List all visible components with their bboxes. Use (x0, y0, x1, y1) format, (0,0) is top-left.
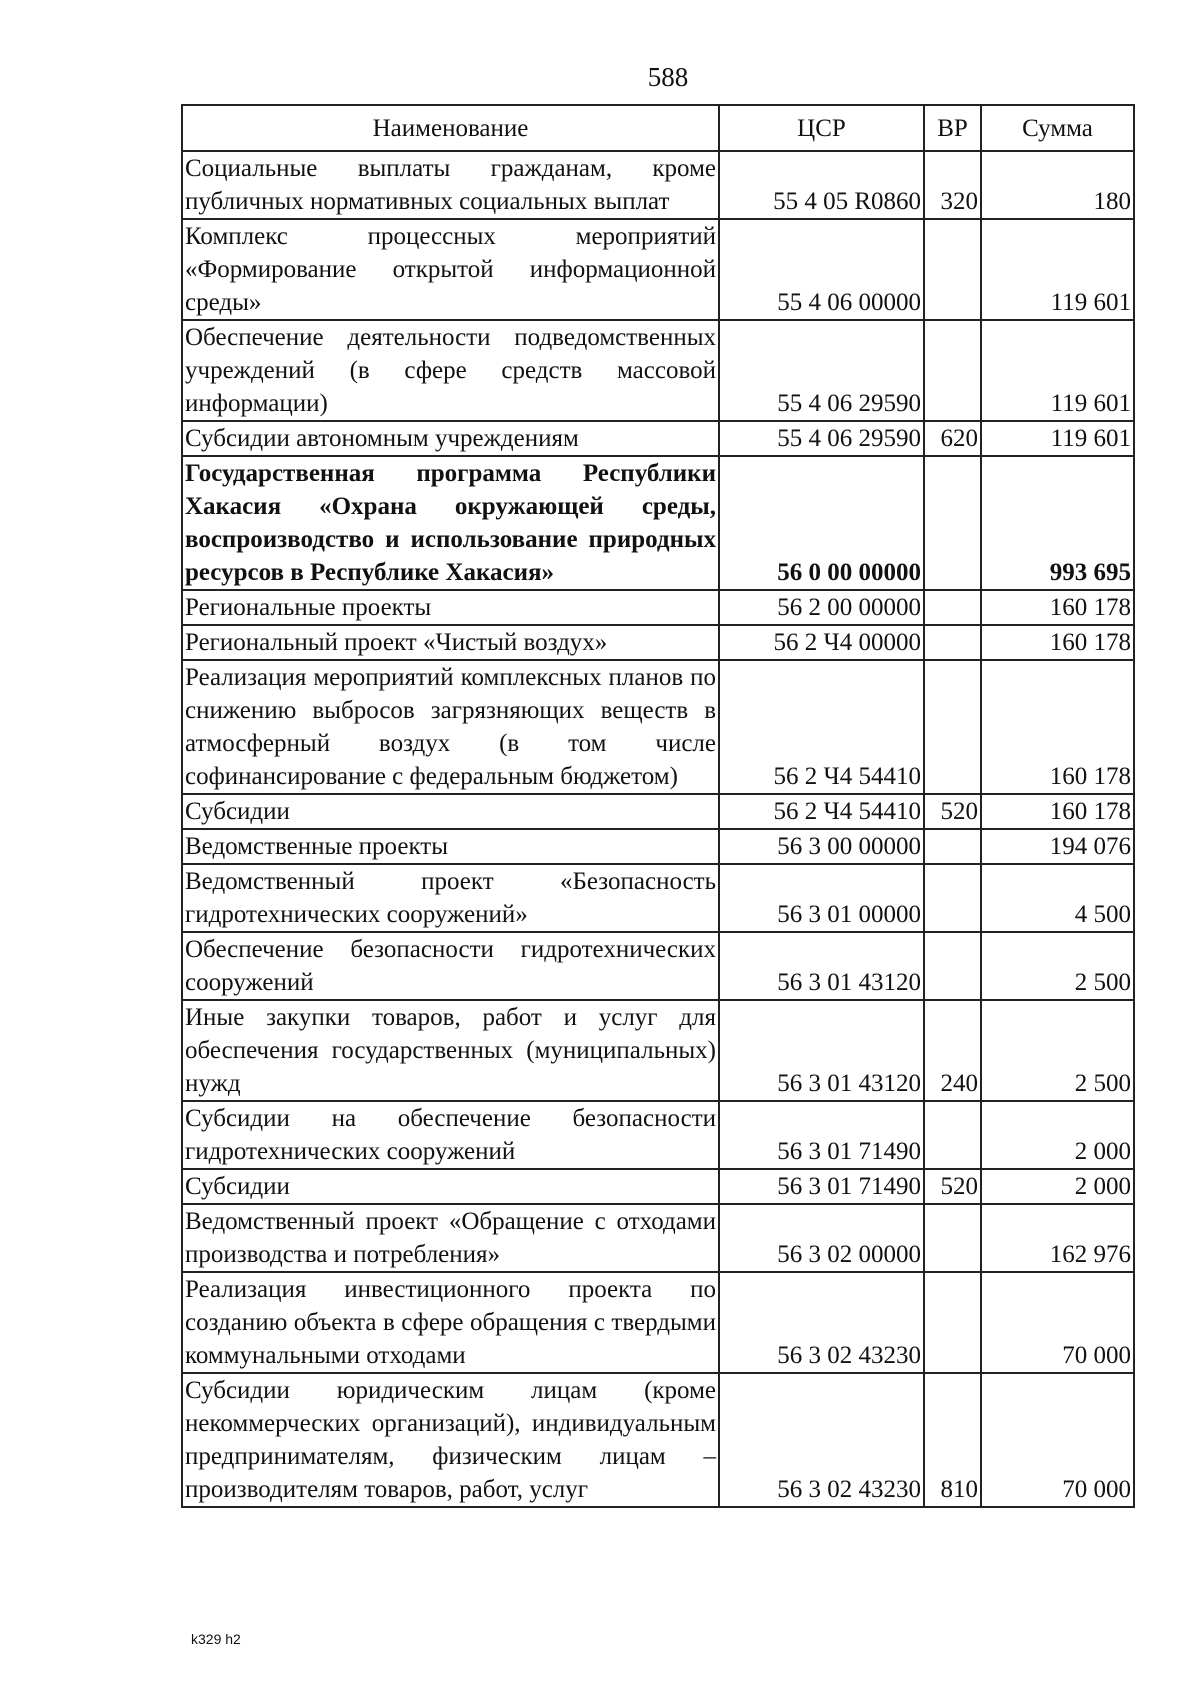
row-sum: 2 500 (981, 1000, 1134, 1101)
row-sum: 4 500 (981, 864, 1134, 932)
row-name: Региональные проекты (182, 590, 719, 625)
table-row (182, 1204, 1134, 1272)
row-sum: 70 000 (981, 1373, 1134, 1507)
row-csr: 56 2 Ч4 54410 (719, 794, 924, 829)
table-body (182, 151, 1134, 1507)
row-name: Субсидии (182, 794, 719, 829)
row-vr (924, 1272, 981, 1373)
row-csr: 56 3 01 71490 (719, 1101, 924, 1169)
row-name: Обеспечение безопасности гидротехнических сооружений (182, 932, 719, 1000)
row-sum: 194 076 (981, 829, 1134, 864)
row-csr: 56 3 01 43120 (719, 932, 924, 1000)
table-row (182, 456, 1134, 590)
row-name: Реализация инвестиционного проекта по созданию объекта в сфере обращения с твердыми коммунальными отходами (182, 1272, 719, 1373)
row-csr: 55 4 06 29590 (719, 320, 924, 421)
row-csr: 56 3 02 43230 (719, 1373, 924, 1507)
row-sum: 162 976 (981, 1204, 1134, 1272)
row-csr: 56 0 00 00000 (719, 456, 924, 590)
table-row (182, 625, 1134, 660)
row-csr: 55 4 05 R0860 (719, 151, 924, 219)
table-row (182, 794, 1134, 829)
row-vr (924, 625, 981, 660)
row-vr: 320 (924, 151, 981, 219)
table-row (182, 1272, 1134, 1373)
table-row (182, 590, 1134, 625)
header-sum: Сумма (981, 105, 1134, 151)
table-header-row (182, 105, 1134, 151)
row-name: Субсидии (182, 1169, 719, 1204)
row-vr (924, 320, 981, 421)
row-csr: 56 2 00 00000 (719, 590, 924, 625)
row-sum: 2 000 (981, 1101, 1134, 1169)
row-csr: 56 3 01 71490 (719, 1169, 924, 1204)
row-vr (924, 932, 981, 1000)
row-name: Ведомственные проекты (182, 829, 719, 864)
row-vr (924, 456, 981, 590)
row-vr (924, 829, 981, 864)
row-vr: 810 (924, 1373, 981, 1507)
row-name: Комплекс процессных мероприятий «Формирование открытой информационной среды» (182, 219, 719, 320)
table-row (182, 1373, 1134, 1507)
table-row (182, 320, 1134, 421)
row-sum: 119 601 (981, 219, 1134, 320)
row-vr: 520 (924, 794, 981, 829)
row-vr (924, 660, 981, 794)
table-row (182, 660, 1134, 794)
row-sum: 160 178 (981, 660, 1134, 794)
budget-table (181, 104, 1135, 1508)
footer-code: k329 h2 (191, 1631, 241, 1647)
row-sum: 160 178 (981, 590, 1134, 625)
table-row (182, 1000, 1134, 1101)
row-sum: 160 178 (981, 625, 1134, 660)
row-sum: 119 601 (981, 320, 1134, 421)
row-name: Обеспечение деятельности подведомственных учреждений (в сфере средств массовой информации) (182, 320, 719, 421)
row-name: Государственная программа Республики Хакасия «Охрана окружающей среды, воспроизводство и использование природных ресурсов в Республике Хакасия» (182, 456, 719, 590)
row-name: Региональный проект «Чистый воздух» (182, 625, 719, 660)
row-name: Субсидии автономным учреждениям (182, 421, 719, 456)
row-vr (924, 1101, 981, 1169)
row-vr (924, 864, 981, 932)
row-name: Иные закупки товаров, работ и услуг для обеспечения государственных (муниципальных) нужд (182, 1000, 719, 1101)
row-name: Ведомственный проект «Безопасность гидротехнических сооружений» (182, 864, 719, 932)
row-name: Субсидии юридическим лицам (кроме некоммерческих организаций), индивидуальным предпринимателям, физическим лицам – производителям товаров, работ, услуг (182, 1373, 719, 1507)
row-vr (924, 590, 981, 625)
row-sum: 2 500 (981, 932, 1134, 1000)
header-vr: ВР (924, 105, 981, 151)
row-sum: 70 000 (981, 1272, 1134, 1373)
header-name: Наименование (182, 105, 719, 151)
row-sum: 993 695 (981, 456, 1134, 590)
table-row (182, 829, 1134, 864)
table-row (182, 1101, 1134, 1169)
row-vr (924, 1204, 981, 1272)
row-vr: 240 (924, 1000, 981, 1101)
row-sum: 2 000 (981, 1169, 1134, 1204)
page-number: 588 (647, 62, 689, 92)
table-row (182, 1169, 1134, 1204)
row-name: Реализация мероприятий комплексных планов по снижению выбросов загрязняющих веществ в атмосферный воздух (в том числе софинансирование с федеральным бюджетом) (182, 660, 719, 794)
row-sum: 180 (981, 151, 1134, 219)
row-sum: 119 601 (981, 421, 1134, 456)
table-row (182, 864, 1134, 932)
row-vr: 620 (924, 421, 981, 456)
table-row (182, 219, 1134, 320)
row-csr: 56 2 Ч4 00000 (719, 625, 924, 660)
row-name: Ведомственный проект «Обращение с отходами производства и потребления» (182, 1204, 719, 1272)
row-csr: 56 3 02 00000 (719, 1204, 924, 1272)
header-csr: ЦСР (719, 105, 924, 151)
row-vr (924, 219, 981, 320)
row-csr: 56 3 02 43230 (719, 1272, 924, 1373)
row-csr: 56 3 01 00000 (719, 864, 924, 932)
row-vr: 520 (924, 1169, 981, 1204)
row-sum: 160 178 (981, 794, 1134, 829)
table-row (182, 932, 1134, 1000)
table-row (182, 151, 1134, 219)
row-csr: 56 3 01 43120 (719, 1000, 924, 1101)
row-name: Субсидии на обеспечение безопасности гидротехнических сооружений (182, 1101, 719, 1169)
row-csr: 55 4 06 00000 (719, 219, 924, 320)
table-row (182, 421, 1134, 456)
row-csr: 55 4 06 29590 (719, 421, 924, 456)
row-name: Социальные выплаты гражданам, кроме публичных нормативных социальных выплат (182, 151, 719, 219)
row-csr: 56 2 Ч4 54410 (719, 660, 924, 794)
row-csr: 56 3 00 00000 (719, 829, 924, 864)
